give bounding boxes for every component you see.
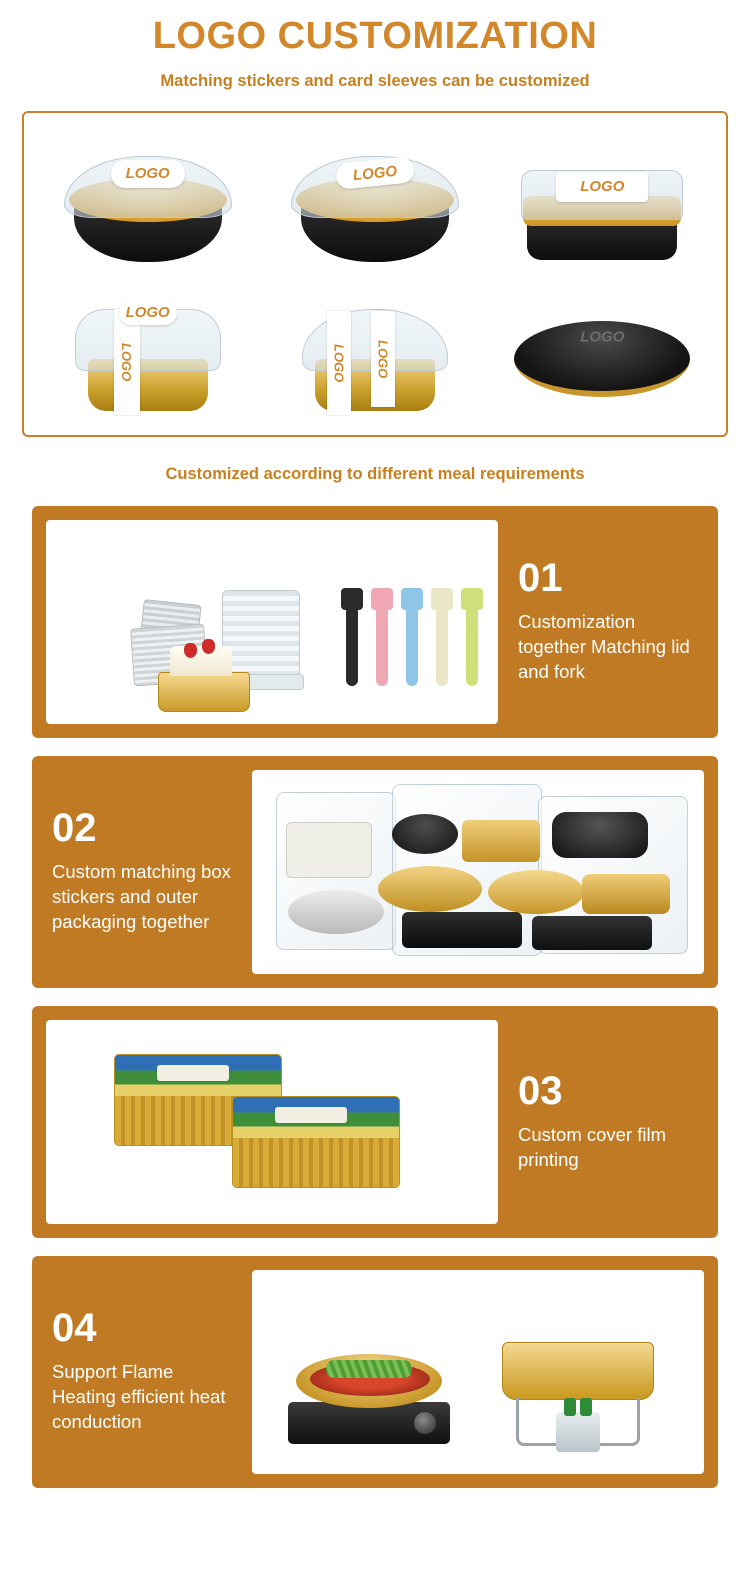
product-round-black-bowl-gold-lid (48, 134, 248, 274)
logo-sticker: LOGO (556, 172, 648, 202)
feature-image-packed-goods (252, 770, 704, 974)
feature-description: Custom cover film printing (518, 1123, 667, 1170)
product-rectangular-black-box (502, 134, 702, 274)
gold-bowl-pack (378, 866, 482, 912)
strawberry-icon (202, 639, 215, 654)
feature-card-list (32, 506, 718, 1488)
strawberry-icon (184, 643, 197, 658)
card-sleeve-band-left: LOGO (327, 311, 351, 415)
feature-text-04 (46, 1308, 238, 1435)
fork-green (466, 590, 478, 686)
clear-lid-pack (288, 890, 384, 934)
gold-rectangular-pan (502, 1342, 654, 1400)
feature-card-01 (32, 506, 718, 738)
feature-card-03 (32, 1006, 718, 1238)
feature-number: 01 (518, 556, 563, 601)
stove-knob (414, 1412, 436, 1434)
gold-bowl-pack (488, 870, 584, 914)
lid-stack (222, 590, 300, 682)
printed-film-tray (232, 1096, 400, 1188)
feature-number: 02 (52, 806, 97, 851)
feature-image-printed-film (46, 1020, 498, 1224)
card-sleeve-band-right: LOGO (371, 311, 395, 407)
feature-number: 04 (52, 1306, 97, 1351)
feature-text-03 (512, 1068, 704, 1173)
feature-text-01 (512, 558, 704, 685)
logo-sticker: LOGO (335, 156, 415, 190)
logo-emboss: LOGO (580, 328, 625, 346)
fork-blue (406, 590, 418, 686)
product-gold-cup-dome-lid-sleeve (275, 281, 475, 421)
film-logo (275, 1107, 347, 1123)
product-round-black-bowl-gold-rim (275, 134, 475, 274)
fork-cream (436, 590, 448, 686)
film-logo (157, 1065, 229, 1081)
black-tray-pack (402, 912, 522, 948)
gold-tray-pack (582, 874, 670, 914)
card-sleeve-band: LOGO (114, 309, 140, 415)
dessert (170, 646, 232, 676)
gold-tray (158, 672, 250, 712)
feature-card-02 (32, 756, 718, 988)
fuel-cartridge (580, 1398, 592, 1416)
fork-pink (376, 590, 388, 686)
feature-image-flame-heating (252, 1270, 704, 1474)
portable-stove (288, 1402, 450, 1444)
product-gold-cup-clear-lid-sleeve (48, 281, 248, 421)
fuel-can (556, 1412, 600, 1452)
feature-image-trays-lids-forks (46, 520, 498, 724)
feature-description: Custom matching box stickers and outer packaging together (52, 861, 231, 933)
feature-text-02 (46, 808, 238, 935)
logo-sticker: LOGO (111, 160, 185, 188)
page-title: LOGO CUSTOMIZATION (152, 15, 598, 57)
gold-tray-pack (462, 820, 540, 862)
fuel-cartridge (564, 1398, 576, 1416)
product-showcase-panel (22, 111, 728, 437)
showcase-row-bottom (34, 274, 716, 421)
food-greens (326, 1360, 412, 1378)
black-box-pack (552, 812, 648, 858)
feature-card-04 (32, 1256, 718, 1488)
product-black-round-lid (502, 281, 702, 421)
feature-description: Customization together Matching lid and fork (518, 611, 690, 683)
black-lid (392, 814, 458, 854)
logo-sticker: LOGO (119, 301, 177, 325)
feature-description: Support Flame Heating efficient heat conduction (52, 1361, 226, 1433)
fork-black (346, 590, 358, 686)
feature-number: 03 (518, 1068, 563, 1113)
printed-card (286, 822, 372, 878)
page-header (0, 0, 750, 91)
page-subtitle: Matching stickers and card sleeves can be customized (160, 71, 590, 90)
mid-caption: Customized according to different meal requirements (165, 464, 585, 483)
black-tray-pack (532, 916, 652, 950)
showcase-row-top (34, 127, 716, 274)
tray-ribs (233, 1138, 399, 1187)
